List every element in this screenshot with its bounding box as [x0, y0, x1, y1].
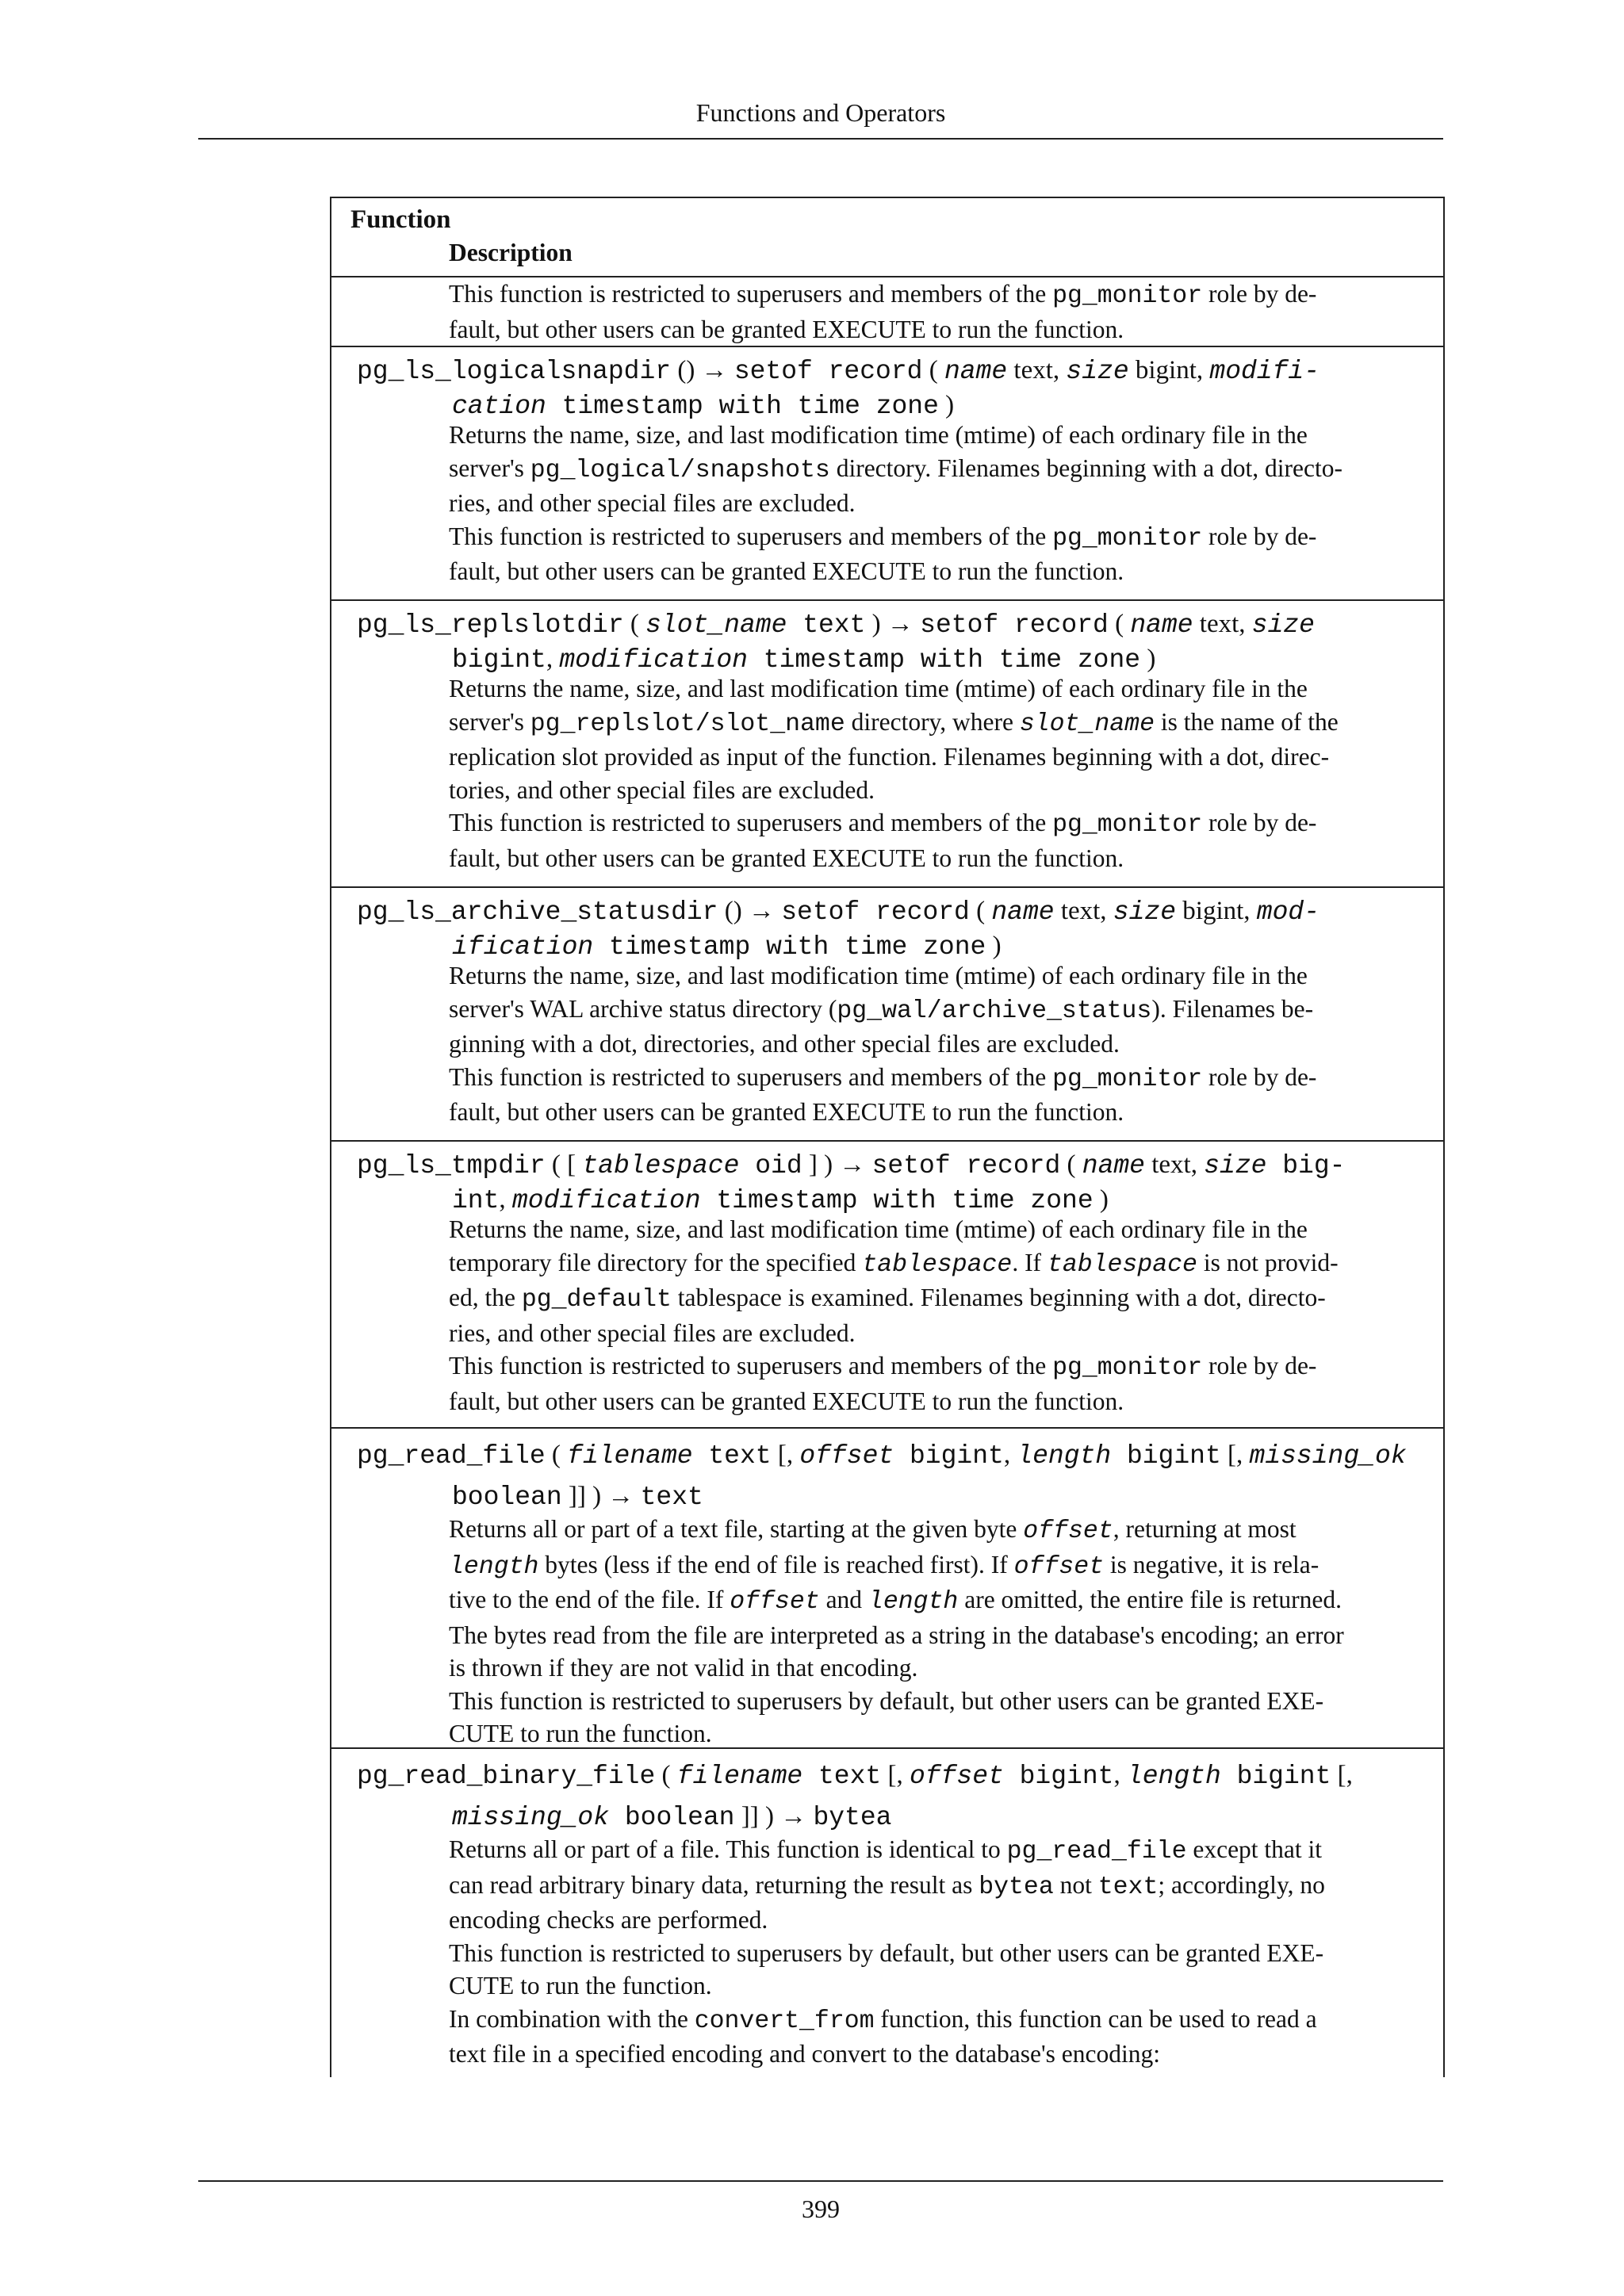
- footer-divider: [198, 2180, 1443, 2182]
- page-header: Functions and Operators: [198, 94, 1443, 140]
- row-divider: [331, 346, 1443, 347]
- function-signature: pg_ls_replslotdir ( slot_name text ) → setof record ( name text, size bigint, modification timestamp with time zone ): [357, 610, 1315, 675]
- functions-table: [330, 197, 1445, 2077]
- function-signature: pg_read_binary_file ( filename text [, offset bigint, length bigint [, missing_ok boolean ]] ) → bytea: [357, 1761, 1353, 1832]
- row-divider: [331, 1427, 1443, 1429]
- row-description: Returns the name, size, and last modification time (mtime) of each ordinary file in the server's pg_logical/snapshots directory. Filenames beginning with a dot, directo- ries, and other special files are excluded. This function is restricted to superusers and members of the pg_monitor role by de- fault, but other users can be granted EXECUTE to run the function.: [449, 421, 1342, 585]
- function-signature: pg_ls_logicalsnapdir () → setof record ( name text, size bigint, modifi- cation timestamp with time zone ): [357, 356, 1320, 421]
- function-name: pg_ls_archive_statusdir: [357, 897, 718, 927]
- function-name: pg_read_binary_file: [357, 1762, 656, 1791]
- function-signature: pg_ls_tmpdir ( [ tablespace oid ] ) → setof record ( name text, size big- int, modification timestamp with time zone ): [357, 1150, 1346, 1215]
- function-name: pg_ls_logicalsnapdir: [357, 357, 672, 386]
- function-name: pg_ls_replslotdir: [357, 610, 624, 640]
- page-number: 399: [802, 2195, 840, 2223]
- function-name: pg_ls_tmpdir: [357, 1151, 546, 1181]
- row-description: Returns all or part of a file. This function is identical to pg_read_file except that it can read arbitrary binary data, returning the result as bytea not text; accordingly, no encoding checks are performed. This function is restricted to superusers by default, but other users can be granted EXE- CUTE to run the function. In combination with the convert_from function, this function can be used to read a text file in a specified encoding and convert to the database's encoding:: [449, 1835, 1325, 2068]
- row-divider: [331, 886, 1443, 888]
- function-signature: pg_ls_archive_statusdir () → setof record ( name text, size bigint, mod- ification timestamp with time zone ): [357, 897, 1320, 962]
- row-description: Returns the name, size, and last modification time (mtime) of each ordinary file in the temporary file directory for the specified tablespace. If tablespace is not provid- ed, the pg_default tablespace is examined. Filenames beginning with a dot, directo- ries, and other special files are excluded. This function is restricted to superusers and members of the pg_monitor role by de- fault, but other users can be granted EXECUTE to run the function.: [449, 1215, 1339, 1415]
- column-header-function: Function: [350, 205, 451, 234]
- row-description: Returns the name, size, and last modification time (mtime) of each ordinary file in the server's WAL archive status directory (pg_wal/archive_status). Filenames be- ginning with a dot, directories, and other special files are excluded. This function is restricted to superusers and members of the pg_monitor role by de- fault, but other users can be granted EXECUTE to run the function.: [449, 962, 1317, 1126]
- row-description: This function is restricted to superusers and members of the pg_monitor role by de- fault, but other users can be granted EXECUTE to run the function.: [449, 280, 1317, 343]
- function-signature: pg_read_file ( filename text [, offset bigint, length bigint [, missing_ok boolean ]] ) → text: [357, 1441, 1407, 1512]
- function-name: pg_read_file: [357, 1441, 546, 1471]
- row-divider: [331, 1747, 1443, 1749]
- row-divider: [331, 599, 1443, 601]
- row-description: Returns all or part of a text file, starting at the given byte offset, returning at most length bytes (less if the end of file is reached first). If offset is negative, it is rela- tive to the end of the file. If offset and length are omitted, the entire file is returned. The bytes read from the file are interpreted as a string in the database's encoding; an error is thrown if they are not valid in that encoding. This function is restricted to superusers by default, but other users can be granted EXE- CUTE to run the function.: [449, 1515, 1344, 1747]
- row-divider: [331, 1140, 1443, 1142]
- column-header-description: Description: [449, 239, 573, 266]
- row-description: Returns the name, size, and last modification time (mtime) of each ordinary file in the server's pg_replslot/slot_name directory, where slot_name is the name of the replication slot provided as input of the function. Filenames beginning with a dot, direc- tories, and other special files are excluded. This function is restricted to superusers and members of the pg_monitor role by de- fault, but other users can be granted EXECUTE to run the function.: [449, 675, 1339, 872]
